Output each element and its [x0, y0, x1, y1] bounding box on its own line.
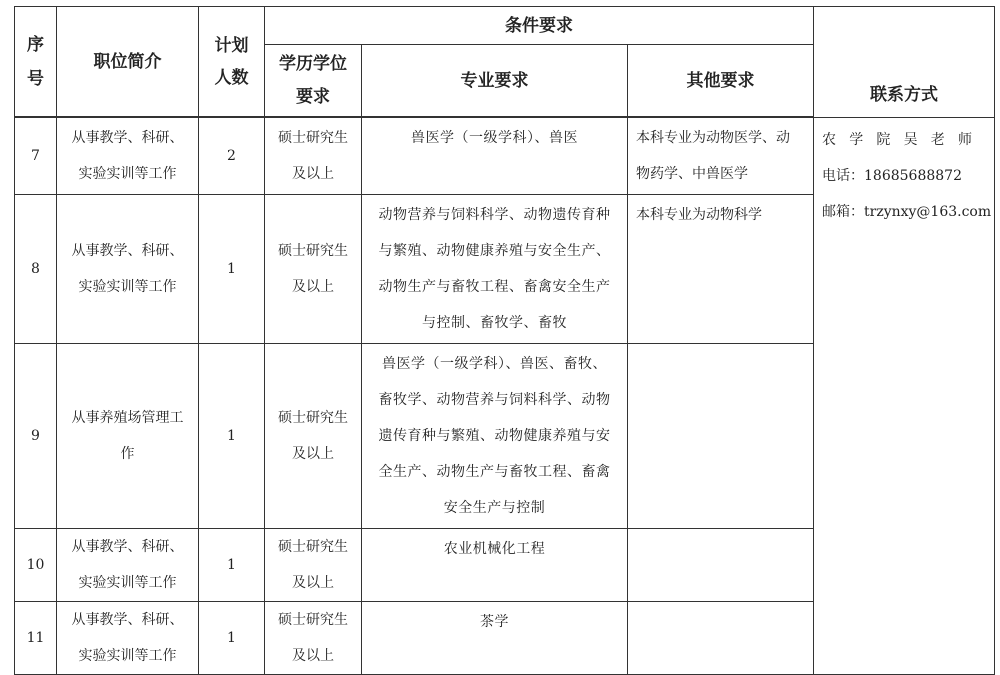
- row-education: 硕士研究生 及以上: [265, 344, 362, 529]
- row-education: 硕士研究生 及以上: [265, 195, 362, 344]
- row-position: 从事养殖场管理工 作: [57, 344, 199, 529]
- row-major: 农业机械化工程: [362, 529, 628, 602]
- header-conditions: 条件要求: [265, 7, 814, 45]
- header-position: 职位简介: [57, 7, 199, 117]
- contact-email: 邮箱：trzynxy@163.com: [822, 204, 992, 220]
- header-education: 学历学位要求: [265, 45, 362, 117]
- row-education: 硕士研究生 及以上: [265, 602, 362, 675]
- row-other: [628, 529, 814, 602]
- recruitment-table: [14, 6, 995, 675]
- row-seq: 7: [15, 118, 57, 195]
- row-position: 从事教学、科研、 实验实训等工作: [57, 195, 199, 344]
- contact-phone: 电话：18685688872: [822, 168, 962, 184]
- row-position: 从事教学、科研、 实验实训等工作: [57, 602, 199, 675]
- row-seq: 11: [15, 602, 57, 675]
- row-major: 兽医学（一级学科）、兽医: [362, 118, 628, 195]
- row-plan: 1: [199, 602, 265, 675]
- row-education: 硕士研究生 及以上: [265, 529, 362, 602]
- row-plan: 2: [199, 118, 265, 195]
- row-education: 硕士研究生 及以上: [265, 118, 362, 195]
- row-plan: 1: [199, 195, 265, 344]
- header-plan: 计划人数: [199, 7, 265, 117]
- row-other: [628, 344, 814, 529]
- contact-cell: [814, 118, 995, 675]
- row-major: 动物营养与饲料科学、动物遗传育种 与繁殖、动物健康养殖与安全生产、 动物生产与畜牧工程、畜禽安全生产 与控制、畜牧学、畜牧: [362, 195, 628, 344]
- row-other: [628, 602, 814, 675]
- contact-name: 农学院吴老师: [822, 132, 972, 148]
- row-plan: 1: [199, 344, 265, 529]
- row-seq: 8: [15, 195, 57, 344]
- header-seq: 序号: [15, 7, 57, 117]
- row-position: 从事教学、科研、 实验实训等工作: [57, 118, 199, 195]
- row-position: 从事教学、科研、 实验实训等工作: [57, 529, 199, 602]
- row-seq: 9: [15, 344, 57, 529]
- table-row: [15, 118, 995, 195]
- header-other: 其他要求: [628, 45, 814, 117]
- row-other: 本科专业为动物科学: [628, 195, 814, 344]
- row-major: 茶学: [362, 602, 628, 675]
- header-major: 专业要求: [362, 45, 628, 117]
- row-major: 兽医学（一级学科）、兽医、畜牧、 畜牧学、动物营养与饲料科学、动物 遗传育种与繁殖、动物健康养殖与安 全生产、动物生产与畜牧工程、畜禽 安全生产与控制: [362, 344, 628, 529]
- row-plan: 1: [199, 529, 265, 602]
- row-seq: 10: [15, 529, 57, 602]
- row-other: 本科专业为动物医学、动 物药学、中兽医学: [628, 118, 814, 195]
- header-contact: 联系方式: [814, 7, 995, 118]
